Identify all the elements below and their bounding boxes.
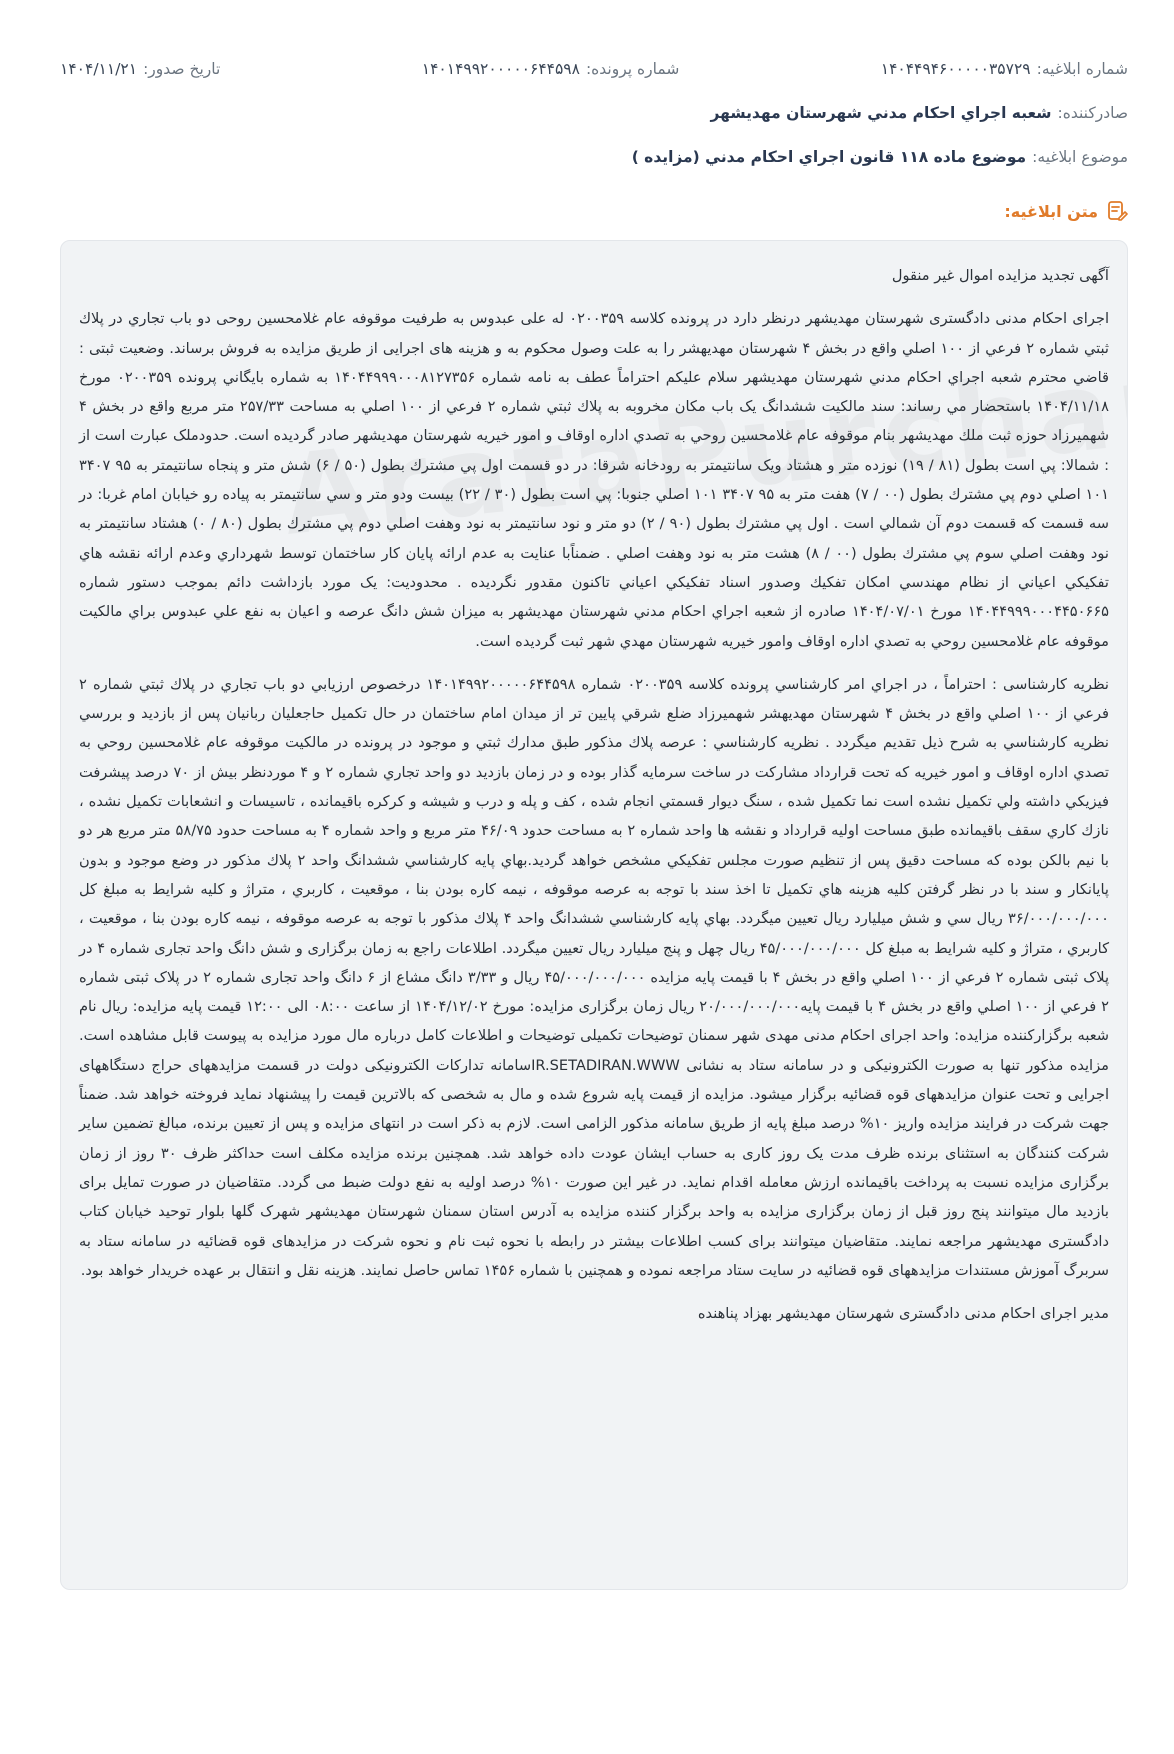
signature-line: مدیر اجرای احکام مدنی دادگستری شهرستان مهدیشهر بهزاد پناهنده [697, 1305, 1109, 1323]
case-number [422, 52, 680, 86]
subject-row [60, 140, 1128, 174]
issue-date [60, 52, 220, 86]
notice-text-heading-label: متن ابلاغیه: [1004, 201, 1098, 221]
issuer-row [60, 96, 1128, 130]
case-number-value: ۱۴۰۱۴۹۹۲۰۰۰۰۰۶۴۴۵۹۸ [421, 60, 580, 78]
subject-value: موضوع ماده ۱۱۸ قانون اجراي احكام مدني (مزايده ) [631, 148, 1027, 166]
notice-header [60, 52, 1128, 174]
notice-title: آگهی تجدید مزایده اموال غیر منقول [891, 267, 1109, 284]
issuer-value: شعبه اجراي احكام مدني شهرستان مهديشهر [710, 104, 1052, 122]
issue-date-value: ۱۴۰۴/۱۱/۲۱ [60, 60, 138, 78]
expert-opinion-paragraph: نظریه کارشناسی : احتراماً ، در اجراي امر كارشناسي پرونده كلاسه ۰۲۰۰۳۵۹ شماره ۱۴۰۱۴۹۹۲۰۰۰۰۰۶۴۴۵۹۸ درخصوص ارزيابي دو باب تجاري در پلاك ثبتي شماره ۲ فرعي از ۱۰۰ اصلي واقع در بخش ۴ شهرستان مهديهشر شهميرزاد ضلع شرقي پايين تر از ميدان امام ساختمان در حال تكميل حاجعليان ربانيان پس از بازديد و بررسي نظريه كارشناسي به شرح ذيل تقديم ميگردد . نظريه كارشناسي : عرصه پلاك مذكور طبق مدارك ثبتي و موجود در پرونده در مالكيت موقوفه عام غلامحسين روحي به تصدي اداره اوقاف و امور خيريه كه تحت قرارداد مشاركت در ساخت سرمايه گذار بوده و در زمان بازديد دو واحد تجاري شماره ۲ و ۴ موردنظر بيش از ۷۰ درصد پيشرفت فيزيكي داشته ولي تكميل نشده است نما تكميل شده ، سنگ ديوار قسمتي انجام شده ، كف و پله و درب و شيشه و كركره باقيمانده ، تاسيسات و انشعابات تكميل نشده ، نازك كاري سقف باقيمانده طبق مساحت اوليه قرارداد و نقشه ها واحد شماره ۲ به مساحت حدود ۴۶/۰۹ متر مربع و واحد شماره ۴ به مساحت حدود ۵۸/۷۵ متر مربع هر دو با نيم بالكن بوده كه مساحت دقيق پس از تنظيم صورت مجلس تفكيكي مشخص خواهد گرديد.بهاي پايه كارشناسي ششدانگ واحد ۲ پلاك مذكور در وضع موجود و بدون پايانكار و سند با در نظر گرفتن كليه هزينه هاي تكميل تا اخذ سند با توجه به عرصه موقوفه ، نيمه كاره بودن بنا ، موقعيت ، كاربري ، متراژ و كليه شرايط به مبلغ كل ۳۶/۰۰۰/۰۰۰/۰۰۰ ريال سي و شش ميليارد ريال تعيين ميگردد. بهاي پايه كارشناسي ششدانگ واحد ۴ پلاك مذكور با توجه به عرصه موقوفه ، نيمه كاره بودن بنا ، موقعيت ، كاربري ، متراژ و كليه شرايط به مبلغ كل ۴۵/۰۰۰/۰۰۰/۰۰۰ ريال چهل و پنج ميليارد ريال تعيين ميگردد. اطلاعات راجع به زمان برگزاری و شش دانگ واحد تجاری شماره ۴ در پلاک ثبتی شماره ۲ فرعي از ۱۰۰ اصلي واقع در بخش ۴ با قیمت پایه مزایده ۴۵/۰۰۰/۰۰۰/۰۰۰ ریال و ۳/۳۳ دانگ مشاع از ۶ دانگ واحد تجاری شماره ۲ در پلاک ثبتی شماره ۲ فرعي از ۱۰۰ اصلي واقع در بخش ۴ با قیمت پایه۲۰/۰۰۰/۰۰۰/۰۰۰ ریال زمان برگزاری مزایده: مورخ ۱۴۰۴/۱۲/۰۲ از ساعت ۰۸:۰۰ الی ۱۲:۰۰ قیمت پایه مزایده: ریال نام شعبه برگزارکننده مزایده: واحد اجرای احکام مدنی مهدی شهر سمنان توضیحات تکمیلی توضیحات و اطلاعات کامل درباره مال مورد مزایده به پیوست قابل مشاهده است. مزایده مذکور تنها به صورت الکترونیکی و در سامانه ستاد به نشانی IR.SETADIRAN.WWWسامانه تدارکات الکترونیکی دولت در قسمت مزایدههای حراج دستگاههای اجرایی و تحت عنوان مزایدههای قوه قضائیه برگزار میشود. مزایده از قیمت پایه شروع شده و مال به شخصی که بالاترین قیمت را پیشنهاد نماید فروخته خواهد شد. ضمناً جهت شرکت در فرایند مزایده واریز ۱۰% درصد مبلغ پایه از طریق سامانه مذکور الزامی است. لازم به ذکر است در انتهای مزایده و پس از تعیین برنده، مبالغ تضمین سایر شرکت کنندگان به استثنای برنده ظرف مدت یک روز کاری به حساب ایشان عودت داده خواهد شد. همچنین برنده مزایده مکلف است حداکثر ظرف ۳۰ روز از زمان برگزاری مزایده نسبت به پرداخت باقیمانده ارزش معامله اقدام نماید. در غیر این صورت ۱۰% درصد اولیه به نفع دولت ضبط می گردد. متقاضیان در صورت تمایل برای بازدید مال میتوانند پنج روز قبل از زمان برگزاری مزایده به واحد برگزار کننده مزایده به آدرس استان سمنان شهرستان مهدیشهر شهرک گلها بلوار توحید خیابان کتاب دادگستری مهدیشهر مراجعه نمایند. متقاضیان میتوانند برای کسب اطلاعات بیشتر در رابطه با نحوه ثبت نام و نحوه شرکت در مزایدهای قوه قضائیه در سامانه ستاد به سربرگ آموزش مستندات مزایدههای قوه قضائیه در سایت ستاد مراجعه نموده و همچنین با شماره ۱۴۵۶ تماس حاصل نمایند. هزینه نقل و انتقال بر عهده خریدار خواهد بود. [79, 675, 1110, 1279]
notice-number-value: ۱۴۰۴۴۹۴۶۰۰۰۰۰۳۵۷۲۹ [880, 60, 1031, 78]
notice-number-label: شماره ابلاغیه: [1036, 60, 1128, 78]
notice-body-card [60, 240, 1128, 1590]
registry-status-paragraph: اجرای احکام مدنی دادگستری شهرستان مهدیشهر درنظر دارد در پرونده کلاسه ۰۲۰۰۳۵۹ له علی عبدوس به طرفیت موقوفه عام غلامحسین روحی دو باب تجاري در پلاك ثبتي شماره ۲ فرعي از ۱۰۰ اصلي واقع در بخش ۴ شهرستان مهديهشر را به علت وصول محکوم به و هزینه های اجرایی از طریق مزایده به فروش برساند. وضعیت ثبتی : قاضي محترم شعبه اجراي احكام مدني شهرستان مهديشهر سلام عليكم احتراماً عطف به نامه شماره ۱۴۰۴۴۹۹۹۰۰۰۸۱۲۷۳۵۶ به شماره بايگاني پرونده ۰۲۰۰۳۵۹ مورخ ۱۴۰۴/۱۱/۱۸ باستحضار مي رساند: سند مالكيت ششدانگ يک باب مكان مخروبه به پلاك ثبتي شماره ۲ فرعي از ۱۰۰ اصلي به مساحت ۲۵۷/۳۳ متر مربع واقع در بخش ۴ شهميرزاد حوزه ثبت ملك مهديشهر بنام موقوفه عام غلامحسين روحي به تصدي اداره اوقاف و امور خيريه شهرستان مهديشهر صادر گرديده است. حدودملک عبارت است از : شمالا: پي است بطول (۸۱ / ۱۹) نوزده متر و هشتاد ويک سانتيمتر به رودخانه شرقا: در دو قسمت اول پي مشترك بطول (۵۰ / ۶) شش متر و پنجاه سانتيمتر به ۹۵ ۳۴۰۷ ۱۰۱ اصلي دوم پي مشترك بطول (۰۰ / ۷) هفت متر به ۹۵ ۳۴۰۷ ۱۰۱ اصلي جنوبا: پي است بطول (۳۰ / ۲۲) بيست ودو متر و سي سانتيمتر به پياده رو خيابان امام غربا: در سه قسمت كه قسمت دوم آن شمالي است . اول پي مشترك بطول (۹۰ / ۲) دو متر و نود سانتيمتر به نود وهفت اصلي دوم پي مشترك بطول (۸۰ / ۰) هشتاد سانتيمتر به نود وهفت اصلي سوم پي مشترك بطول (۰۰ / ۸) هشت متر به نود وهفت اصلي . ضمناًبا عنايت به عدم ارائه پايان كار ساختمان توسط شهرداري وعدم ارائه نقشه هاي تفكيكي اعياني از نظام مهندسي امكان تفكيك وصدور اسناد تفكيكي اعياني تاكنون مقدور نگرديده . محدوديت: يک مورد بازداشت دائم بموجب دستور شماره ۱۴۰۴۴۹۹۹۰۰۰۴۴۵۰۶۶۵ مورخ ۱۴۰۴/۰۷/۰۱ صادره از شعبه اجراي احكام مدني شهرستان مهديشهر به ميزان شش دانگ عرصه و اعيان به نفع علي عبدوس براي مالكيت موقوفه عام غلامحسين روحي به تصدي اداره اوقاف وامور خيريه شهرستان مهدي شهر ثبت گرديده است. [79, 310, 1110, 650]
notice-number [881, 52, 1128, 86]
notice-text-heading [1004, 200, 1128, 222]
issue-date-label: تاریخ صدور: [143, 60, 221, 78]
case-number-label: شماره پرونده: [585, 60, 680, 78]
subject-label: موضوع ابلاغیه: [1032, 148, 1128, 166]
issuer-label: صادرکننده: [1057, 104, 1128, 122]
document-edit-icon [1106, 200, 1128, 222]
notice-meta-row [60, 52, 1128, 86]
